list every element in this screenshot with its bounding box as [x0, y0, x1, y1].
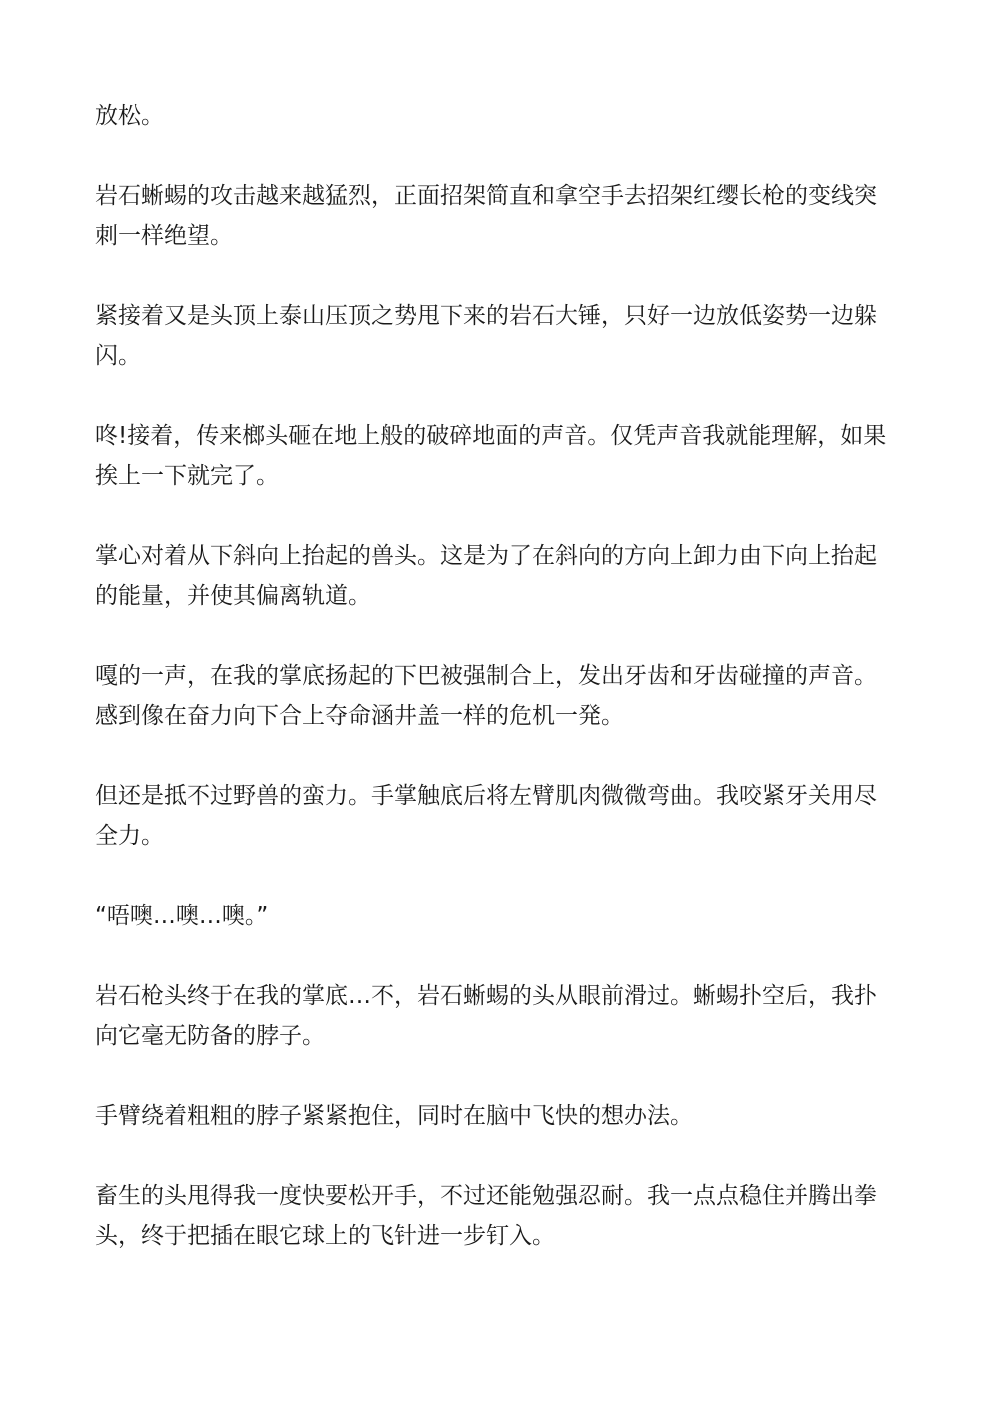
text-line: 嘎的一声，在我的掌底扬起的下巴被强制合上，发出牙齿和牙齿碰撞的声音。: [95, 663, 877, 689]
text-line: 刺一样绝望。: [95, 223, 233, 249]
paragraph-5: [95, 536, 895, 616]
text-line: 的能量，并使其偏离轨道。: [95, 583, 371, 609]
text-line: 咚!接着，传来榔头砸在地上般的破碎地面的声音。仅凭声音我就能理解，如果: [95, 423, 887, 449]
paragraph-7: [95, 776, 895, 856]
text-line: 全力。: [95, 823, 164, 849]
text-line: 岩石蜥蜴的攻击越来越猛烈，正面招架简直和拿空手去招架红缨长枪的变线突: [95, 183, 877, 209]
paragraph-10: [95, 1096, 895, 1136]
text-line: 感到像在奋力向下合上夺命涵井盖一样的危机一発。: [95, 703, 624, 729]
paragraph-8-dialogue: [95, 896, 895, 936]
text-line: 挨上一下就完了。: [95, 463, 279, 489]
text-line: 放松。: [95, 103, 164, 129]
text-line: 岩石枪头终于在我的掌底…不，岩石蜥蜴的头从眼前滑过。蜥蜴扑空后，我扑: [95, 983, 877, 1009]
text-line: 但还是抵不过野兽的蛮力。手掌触底后将左臂肌肉微微弯曲。我咬紧牙关用尽: [95, 783, 877, 809]
paragraph-2: [95, 176, 895, 256]
text-line: 头，终于把插在眼它球上的飞针进一步钉入。: [95, 1223, 555, 1249]
paragraph-9: [95, 976, 895, 1056]
paragraph-3: [95, 296, 895, 376]
text-line: 掌心对着从下斜向上抬起的兽头。这是为了在斜向的方向上卸力由下向上抬起: [95, 543, 877, 569]
text-line: 紧接着又是头顶上泰山压顶之势甩下来的岩石大锤，只好一边放低姿势一边躲: [95, 303, 877, 329]
paragraph-1: [95, 96, 895, 136]
text-line: 向它毫无防备的脖子。: [95, 1023, 325, 1049]
paragraph-6: [95, 656, 895, 736]
text-line: 手臂绕着粗粗的脖子紧紧抱住，同时在脑中飞快的想办法。: [95, 1103, 693, 1129]
paragraph-4: [95, 416, 895, 496]
paragraph-11: [95, 1176, 895, 1256]
text-line: 闪。: [95, 343, 141, 369]
text-line: 畜生的头甩得我一度快要松开手，不过还能勉强忍耐。我一点点稳住并腾出拳: [95, 1183, 877, 1209]
text-line: “唔噢…噢…噢。”: [95, 903, 269, 929]
